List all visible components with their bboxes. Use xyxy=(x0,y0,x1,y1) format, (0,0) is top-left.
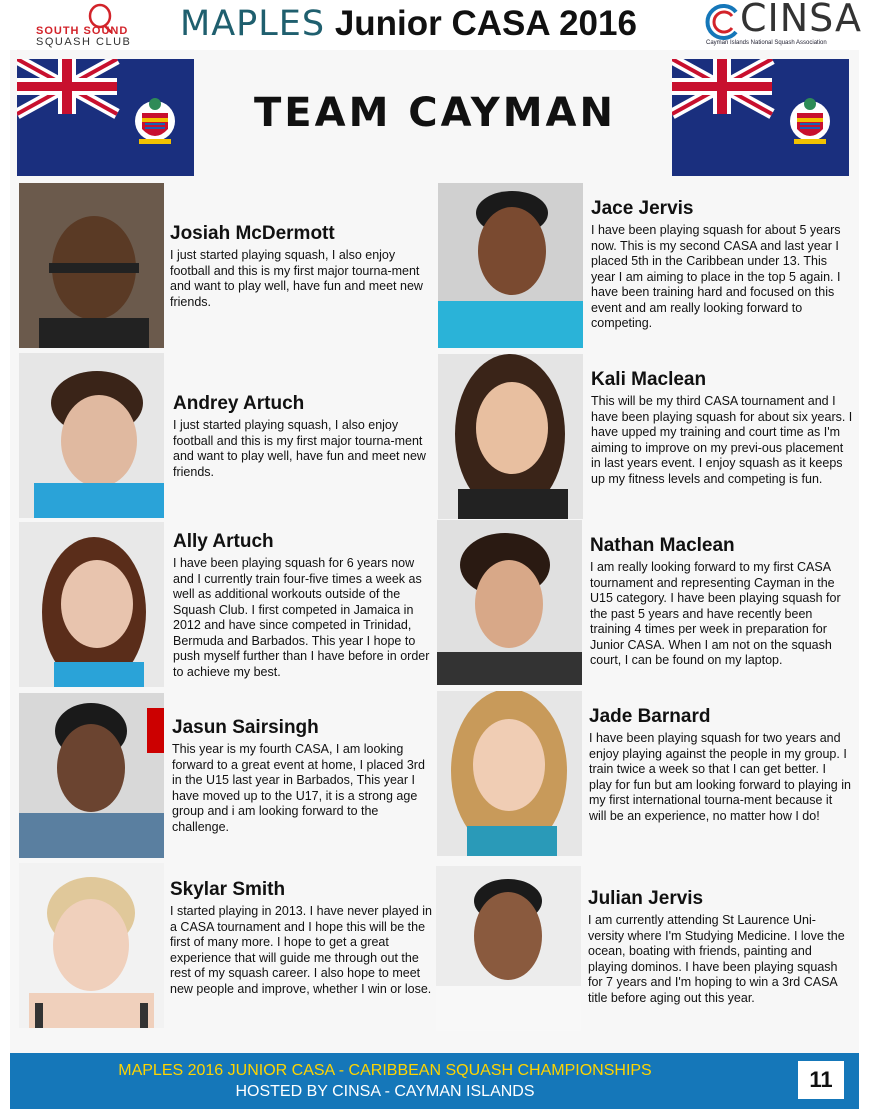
player-name: Nathan Maclean xyxy=(590,535,735,556)
player-photo-julian xyxy=(436,866,581,1031)
cayman-flag-icon xyxy=(672,59,849,176)
player-name: Kali Maclean xyxy=(591,369,707,390)
player-bio: I just started playing squash, I also enjoy football and this is my first major tourna-ment and want to play well, have fun and meet new friends. xyxy=(170,248,423,309)
club-logo-line1: SOUTH SOUND xyxy=(36,25,129,37)
player-name: Andrey Artuch xyxy=(173,393,305,414)
player-bio: I just started playing squash, I also enjoy football and this is my first major tourna-ment and want to play well, have fun and meet new friends. xyxy=(173,418,426,479)
event-title-sponsor: MAPLES xyxy=(180,4,326,44)
player-name: Skylar Smith xyxy=(170,879,286,900)
club-logo-line2: SQUASH CLUB xyxy=(36,36,132,48)
south-sound-squash-club-logo xyxy=(30,3,155,47)
player-photo-skylar xyxy=(19,863,164,1028)
player-name: Josiah McDermott xyxy=(170,223,335,244)
page-header xyxy=(0,0,869,50)
cinsa-full-name: Cayman Islands National Squash Association xyxy=(706,40,827,46)
player-photo-andrey xyxy=(19,353,164,518)
cinsa-swoosh-icon xyxy=(702,2,742,42)
player-photo-jasun xyxy=(19,693,164,858)
player-bio: I started playing in 2013. I have never played in a CASA tournament and I hope this will be the first of many more. I hope to get a great experience that will guide me through out the rest of my squash career. I also hope to meet new people and improve, whether I win or lose. xyxy=(170,904,432,996)
player-bio: I am currently attending St Laurence Uni-versity where I'm Studying Medicine. I love the ocean, boating with friends, painting and playing dominos. I have been playing squash for 7 years and I'm hoping to win a 3rd CASA title before aging out this year. xyxy=(588,913,845,1005)
player-bio: I have been playing squash for two years and enjoy playing against the people in my group. I train twice a week so that I can get better. I play for fun but am looking forward to playing in my first international tourna-ment because it will be an experience, no matter how I do! xyxy=(589,731,851,823)
event-title-rest: Junior CASA 2016 xyxy=(334,4,637,43)
player-photo-josiah xyxy=(19,183,164,348)
player-bio: I am really looking forward to my first CASA tournament and representing Cayman in the U15 category. I have been playing squash for the past 5 years and have recently been training 4 times per week in preparation for Junior CASA. When I am not on the squash court, I can be found on my laptop. xyxy=(590,560,841,667)
cinsa-logo-text: CINSA xyxy=(740,0,862,40)
player-photo-ally xyxy=(19,522,164,687)
cayman-flag-icon xyxy=(17,59,194,176)
cayman-flag-right xyxy=(672,59,849,176)
cayman-flag-left xyxy=(17,59,194,176)
footer-line1: MAPLES 2016 JUNIOR CASA - CARIBBEAN SQUASH CHAMPIONSHIPS xyxy=(118,1062,652,1079)
event-title xyxy=(180,4,637,44)
page-title: TEAM CAYMAN xyxy=(254,90,616,136)
cinsa-logo xyxy=(700,0,862,50)
footer-line2: HOSTED BY CINSA - CAYMAN ISLANDS xyxy=(235,1083,535,1100)
player-photo-kali xyxy=(438,354,583,519)
player-bio: This will be my third CASA tournament and I have been playing squash for about six years. I have upped my training and court time as I'm aiming to improve on my previ-ous placement in last years event. I enjoy squash as it keeps up my fitness levels and competing is fun. xyxy=(591,394,853,486)
player-name: Jasun Sairsingh xyxy=(172,717,319,738)
player-photo-jace xyxy=(438,183,583,348)
player-photo-jade xyxy=(437,691,582,856)
page-number: 11 xyxy=(798,1061,844,1099)
page-footer xyxy=(10,1053,859,1109)
player-name: Ally Artuch xyxy=(173,531,274,552)
player-bio: I have been playing squash for 6 years now and I currently train four-five times a week as well as additional workouts outside of the Squash Club. I first competed in Jamaica in 2012 and have since competed in Trinidad, Bermuda and Barbados. This year I hope to push myself further than I have before in order to achieve my best. xyxy=(173,556,430,679)
player-name: Jace Jervis xyxy=(591,198,694,219)
player-name: Julian Jervis xyxy=(588,888,704,909)
player-photo-nathan xyxy=(437,520,582,685)
player-bio: This year is my fourth CASA, I am looking forward to a great event at home, I placed 3rd in the U15 last year in Barbados, This year I have moved up to the U17, it is a strong age group and i am looking forward to the challenge. xyxy=(172,742,425,834)
player-bio: I have been playing squash for about 5 years now. This is my second CASA and last year I placed 5th in the Caribbean under 13. This year I am aiming to place in the top 5 again. I have been training hard and focused on this event and am really looking forward to competing. xyxy=(591,223,841,330)
player-name: Jade Barnard xyxy=(589,706,711,727)
